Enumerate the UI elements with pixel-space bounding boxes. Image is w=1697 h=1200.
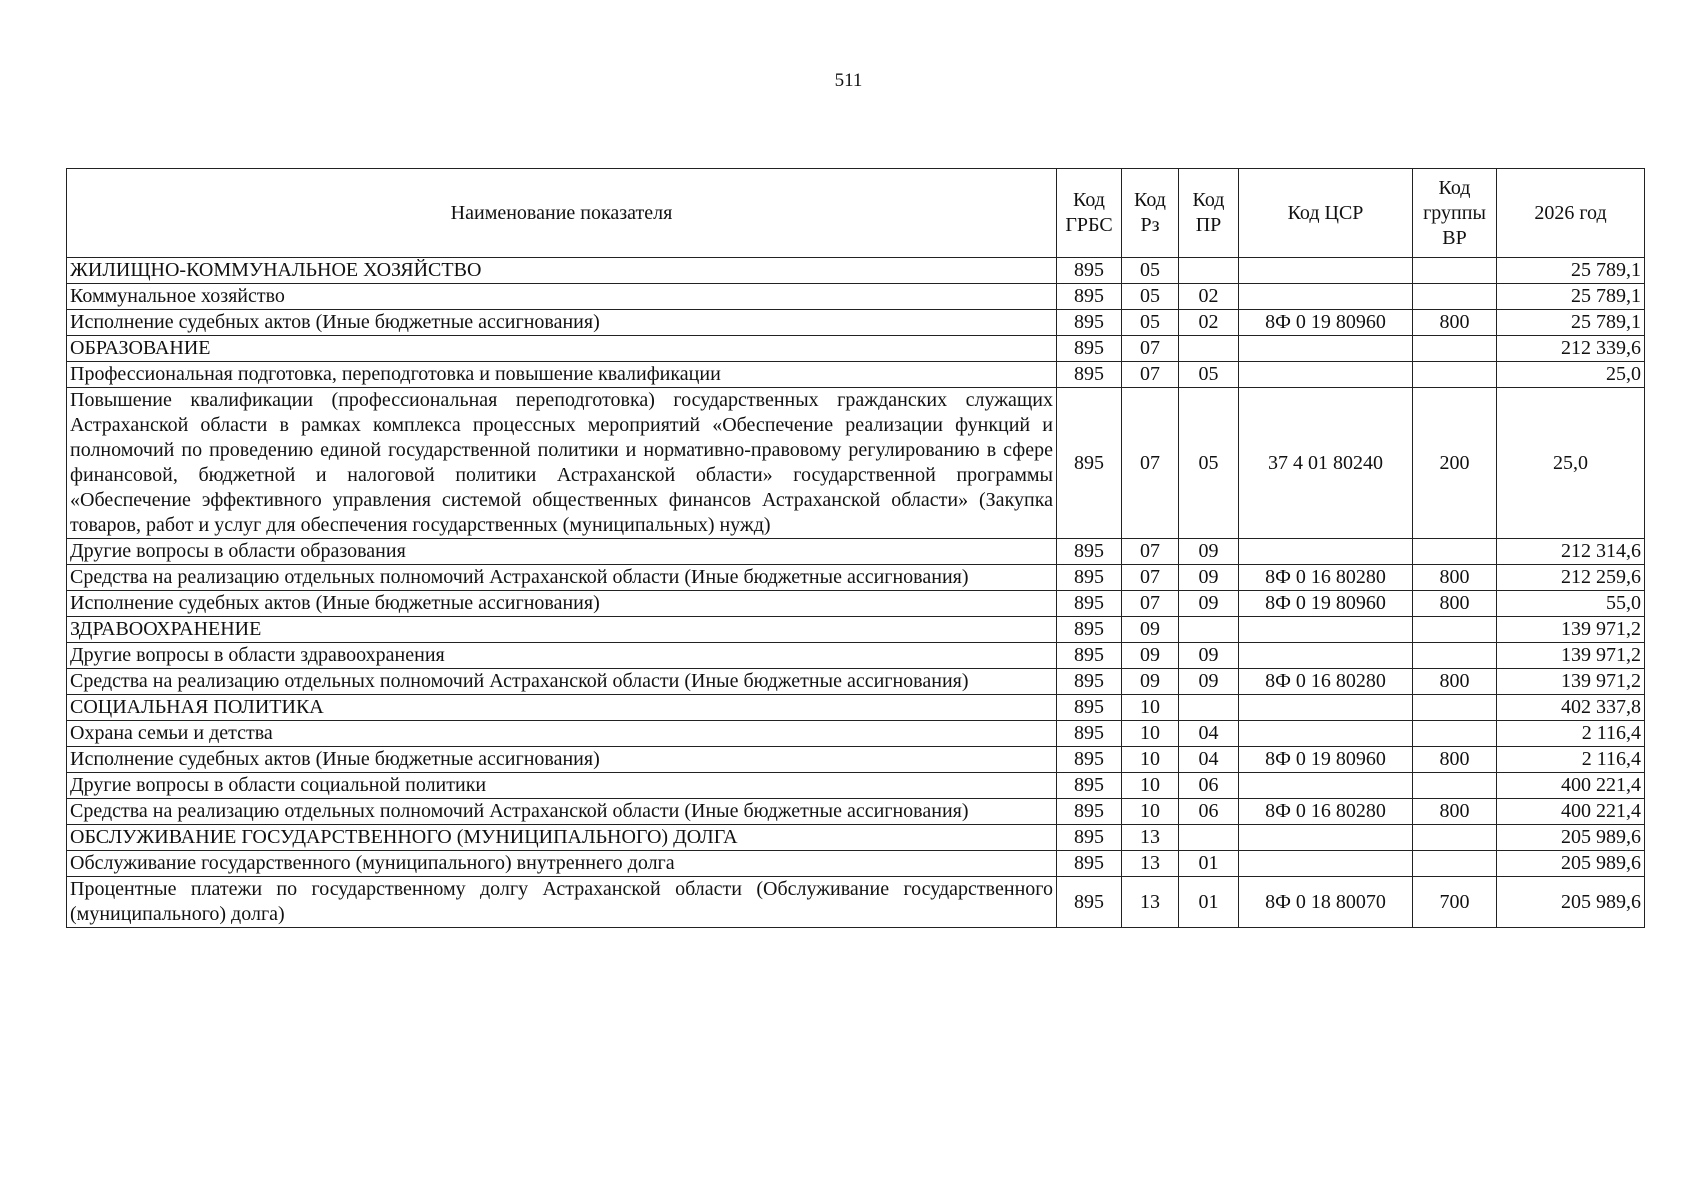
cell-pr: [1179, 695, 1239, 721]
cell-name: Средства на реализацию отдельных полномочий Астраханской области (Иные бюджетные ассигнования): [67, 799, 1057, 825]
header-csr: Код ЦСР: [1239, 169, 1413, 258]
cell-value: 25,0: [1497, 362, 1645, 388]
table-row: [67, 617, 1645, 643]
cell-pr: 04: [1179, 747, 1239, 773]
cell-vr: 800: [1413, 310, 1497, 336]
cell-vr: [1413, 336, 1497, 362]
table-row: [67, 643, 1645, 669]
cell-grbs: 895: [1057, 310, 1122, 336]
cell-name: Коммунальное хозяйство: [67, 284, 1057, 310]
cell-value: 2 116,4: [1497, 747, 1645, 773]
cell-rz: 07: [1122, 336, 1179, 362]
cell-name: Другие вопросы в области здравоохранения: [67, 643, 1057, 669]
table-row: [67, 362, 1645, 388]
header-name: Наименование показателя: [67, 169, 1057, 258]
table-row: [67, 565, 1645, 591]
cell-grbs: 895: [1057, 643, 1122, 669]
cell-vr: [1413, 258, 1497, 284]
cell-grbs: 895: [1057, 747, 1122, 773]
cell-name: Исполнение судебных актов (Иные бюджетные ассигнования): [67, 310, 1057, 336]
cell-name: ЖИЛИЩНО-КОММУНАЛЬНОЕ ХОЗЯЙСТВО: [67, 258, 1057, 284]
table-row: [67, 825, 1645, 851]
table-row: [67, 721, 1645, 747]
cell-rz: 10: [1122, 695, 1179, 721]
cell-vr: 800: [1413, 747, 1497, 773]
cell-name: Другие вопросы в области образования: [67, 539, 1057, 565]
cell-vr: 700: [1413, 877, 1497, 928]
cell-value: 212 314,6: [1497, 539, 1645, 565]
table-row: [67, 310, 1645, 336]
cell-pr: 09: [1179, 591, 1239, 617]
cell-pr: 05: [1179, 362, 1239, 388]
cell-pr: 09: [1179, 643, 1239, 669]
cell-csr: [1239, 362, 1413, 388]
cell-csr: [1239, 721, 1413, 747]
cell-value: 55,0: [1497, 591, 1645, 617]
cell-name: Процентные платежи по государственному долгу Астраханской области (Обслуживание государственного (муниципального) долга): [67, 877, 1057, 928]
cell-vr: [1413, 539, 1497, 565]
cell-pr: 01: [1179, 851, 1239, 877]
cell-csr: [1239, 825, 1413, 851]
cell-grbs: 895: [1057, 362, 1122, 388]
cell-csr: [1239, 617, 1413, 643]
cell-rz: 10: [1122, 773, 1179, 799]
cell-value: 402 337,8: [1497, 695, 1645, 721]
header-year: 2026 год: [1497, 169, 1645, 258]
cell-value: 400 221,4: [1497, 773, 1645, 799]
cell-rz: 10: [1122, 721, 1179, 747]
cell-csr: [1239, 773, 1413, 799]
cell-value: 139 971,2: [1497, 643, 1645, 669]
cell-csr: 8Ф 0 19 80960: [1239, 591, 1413, 617]
cell-csr: 37 4 01 80240: [1239, 388, 1413, 539]
cell-grbs: 895: [1057, 284, 1122, 310]
cell-csr: [1239, 258, 1413, 284]
cell-grbs: 895: [1057, 539, 1122, 565]
cell-pr: 09: [1179, 669, 1239, 695]
cell-name: Повышение квалификации (профессиональная переподготовка) государственных гражданских служащих Астраханской области в рамках комплекса процессных мероприятий «Обеспечение реализации функций и полномочий по проведению единой государственной политики и нормативно-правовому регулированию в сфере финансовой, бюджетной и налоговой политики Астраханской области» государственной программы «Обеспечение эффективного управления системой общественных финансов Астраханской области» (Закупка товаров, работ и услуг для обеспечения государственных (муниципальных) нужд): [67, 388, 1057, 539]
cell-vr: 800: [1413, 565, 1497, 591]
cell-rz: 07: [1122, 539, 1179, 565]
header-grbs: Код ГРБС: [1057, 169, 1122, 258]
table-row: [67, 591, 1645, 617]
cell-csr: 8Ф 0 16 80280: [1239, 565, 1413, 591]
cell-vr: [1413, 362, 1497, 388]
cell-vr: 800: [1413, 799, 1497, 825]
cell-rz: 10: [1122, 799, 1179, 825]
header-vr: Код группы ВР: [1413, 169, 1497, 258]
cell-pr: 04: [1179, 721, 1239, 747]
cell-rz: 05: [1122, 284, 1179, 310]
cell-csr: [1239, 336, 1413, 362]
cell-value: 205 989,6: [1497, 851, 1645, 877]
cell-pr: 05: [1179, 388, 1239, 539]
cell-grbs: 895: [1057, 799, 1122, 825]
cell-value: 212 339,6: [1497, 336, 1645, 362]
table-row: [67, 695, 1645, 721]
table-row: [67, 799, 1645, 825]
cell-pr: 02: [1179, 310, 1239, 336]
cell-vr: [1413, 773, 1497, 799]
cell-rz: 07: [1122, 388, 1179, 539]
cell-vr: 800: [1413, 591, 1497, 617]
cell-grbs: 895: [1057, 669, 1122, 695]
budget-table: [66, 168, 1645, 928]
cell-rz: 09: [1122, 643, 1179, 669]
cell-csr: 8Ф 0 19 80960: [1239, 747, 1413, 773]
cell-vr: [1413, 851, 1497, 877]
cell-grbs: 895: [1057, 825, 1122, 851]
cell-name: Другие вопросы в области социальной политики: [67, 773, 1057, 799]
cell-value: 25 789,1: [1497, 284, 1645, 310]
cell-value: 139 971,2: [1497, 617, 1645, 643]
cell-grbs: 895: [1057, 336, 1122, 362]
cell-pr: [1179, 258, 1239, 284]
cell-pr: [1179, 617, 1239, 643]
cell-pr: [1179, 825, 1239, 851]
cell-csr: [1239, 695, 1413, 721]
header-rz: Код Рз: [1122, 169, 1179, 258]
cell-value: 205 989,6: [1497, 825, 1645, 851]
cell-grbs: 895: [1057, 591, 1122, 617]
cell-pr: [1179, 336, 1239, 362]
cell-rz: 13: [1122, 851, 1179, 877]
table-row: [67, 258, 1645, 284]
table-row: [67, 284, 1645, 310]
cell-grbs: 895: [1057, 565, 1122, 591]
cell-vr: [1413, 825, 1497, 851]
cell-csr: [1239, 851, 1413, 877]
cell-rz: 07: [1122, 565, 1179, 591]
cell-name: СОЦИАЛЬНАЯ ПОЛИТИКА: [67, 695, 1057, 721]
cell-rz: 05: [1122, 310, 1179, 336]
cell-value: 205 989,6: [1497, 877, 1645, 928]
cell-pr: 01: [1179, 877, 1239, 928]
table-body: [67, 258, 1645, 928]
cell-csr: [1239, 643, 1413, 669]
cell-csr: 8Ф 0 16 80280: [1239, 669, 1413, 695]
cell-grbs: 895: [1057, 617, 1122, 643]
cell-name: Средства на реализацию отдельных полномочий Астраханской области (Иные бюджетные ассигнования): [67, 565, 1057, 591]
cell-value: 25,0: [1497, 388, 1645, 539]
cell-grbs: 895: [1057, 388, 1122, 539]
table-row: [67, 336, 1645, 362]
table-row: [67, 747, 1645, 773]
cell-pr: 06: [1179, 799, 1239, 825]
cell-vr: 800: [1413, 669, 1497, 695]
cell-value: 400 221,4: [1497, 799, 1645, 825]
cell-csr: [1239, 539, 1413, 565]
cell-rz: 07: [1122, 591, 1179, 617]
cell-rz: 07: [1122, 362, 1179, 388]
cell-name: Охрана семьи и детства: [67, 721, 1057, 747]
cell-name: Средства на реализацию отдельных полномочий Астраханской области (Иные бюджетные ассигнования): [67, 669, 1057, 695]
cell-pr: 09: [1179, 565, 1239, 591]
page-number: 511: [834, 70, 863, 91]
cell-grbs: 895: [1057, 695, 1122, 721]
header-pr: Код ПР: [1179, 169, 1239, 258]
cell-vr: [1413, 695, 1497, 721]
table-row: [67, 669, 1645, 695]
cell-name: Исполнение судебных актов (Иные бюджетные ассигнования): [67, 747, 1057, 773]
cell-name: Профессиональная подготовка, переподготовка и повышение квалификации: [67, 362, 1057, 388]
cell-csr: 8Ф 0 18 80070: [1239, 877, 1413, 928]
table-row: [67, 877, 1645, 928]
cell-value: 139 971,2: [1497, 669, 1645, 695]
cell-value: 2 116,4: [1497, 721, 1645, 747]
cell-rz: 05: [1122, 258, 1179, 284]
table-row: [67, 851, 1645, 877]
cell-name: ОБСЛУЖИВАНИЕ ГОСУДАРСТВЕННОГО (МУНИЦИПАЛЬНОГО) ДОЛГА: [67, 825, 1057, 851]
cell-name: ЗДРАВООХРАНЕНИЕ: [67, 617, 1057, 643]
cell-name: Исполнение судебных актов (Иные бюджетные ассигнования): [67, 591, 1057, 617]
cell-value: 25 789,1: [1497, 258, 1645, 284]
cell-grbs: 895: [1057, 721, 1122, 747]
cell-rz: 10: [1122, 747, 1179, 773]
cell-name: ОБРАЗОВАНИЕ: [67, 336, 1057, 362]
cell-name: Обслуживание государственного (муниципального) внутреннего долга: [67, 851, 1057, 877]
cell-csr: [1239, 284, 1413, 310]
cell-rz: 13: [1122, 825, 1179, 851]
cell-pr: 06: [1179, 773, 1239, 799]
cell-value: 25 789,1: [1497, 310, 1645, 336]
cell-vr: [1413, 284, 1497, 310]
cell-vr: 200: [1413, 388, 1497, 539]
table-row: [67, 388, 1645, 539]
table-row: [67, 539, 1645, 565]
cell-rz: 13: [1122, 877, 1179, 928]
table-row: [67, 773, 1645, 799]
cell-vr: [1413, 617, 1497, 643]
cell-csr: 8Ф 0 16 80280: [1239, 799, 1413, 825]
cell-rz: 09: [1122, 617, 1179, 643]
cell-vr: [1413, 643, 1497, 669]
cell-grbs: 895: [1057, 851, 1122, 877]
cell-pr: 09: [1179, 539, 1239, 565]
table-header-row: [67, 169, 1645, 258]
cell-grbs: 895: [1057, 258, 1122, 284]
cell-grbs: 895: [1057, 773, 1122, 799]
cell-grbs: 895: [1057, 877, 1122, 928]
cell-vr: [1413, 721, 1497, 747]
cell-csr: 8Ф 0 19 80960: [1239, 310, 1413, 336]
cell-pr: 02: [1179, 284, 1239, 310]
cell-rz: 09: [1122, 669, 1179, 695]
cell-value: 212 259,6: [1497, 565, 1645, 591]
